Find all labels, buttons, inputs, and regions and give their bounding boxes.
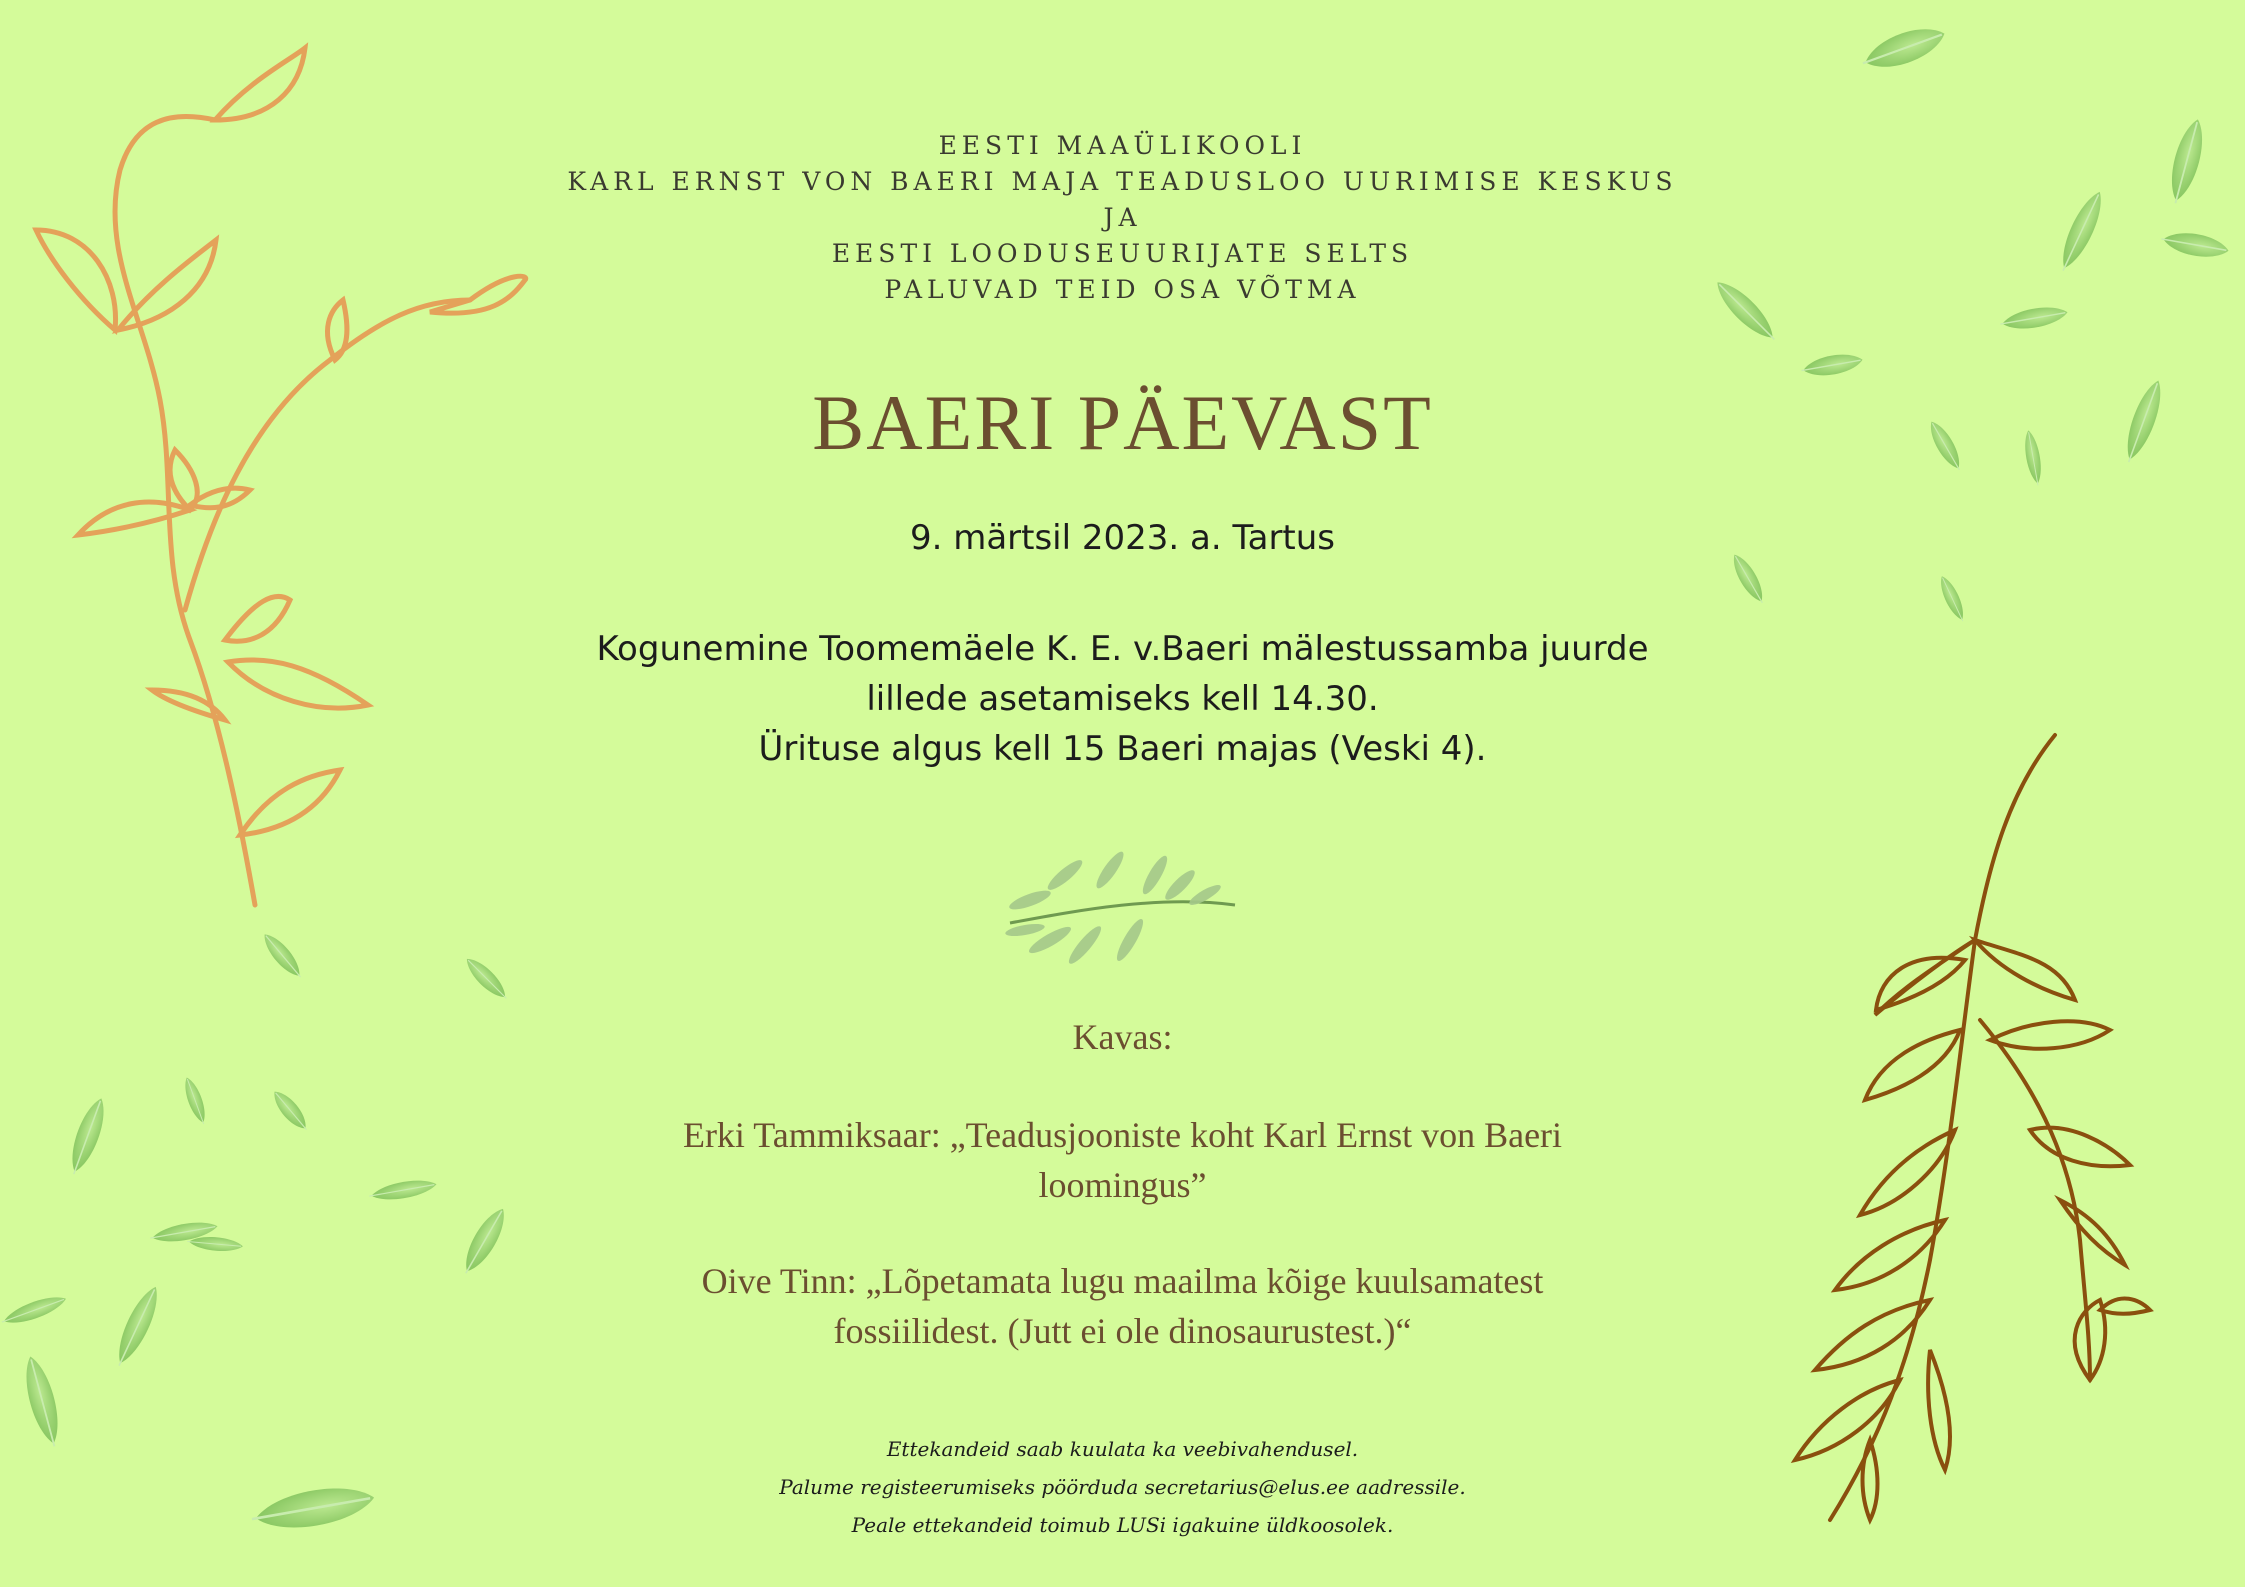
info-line: Kogunemine Toomemäele K. E. v.Baeri mälestussamba juurde [596, 629, 1649, 669]
talk-item [0, 1110, 2245, 1210]
footer-notes [0, 1430, 2245, 1544]
talk-line: Oive Tinn: „Lõpetamata lugu maailma kõige kuulsamatest [701, 1261, 1544, 1301]
event-info [0, 624, 2245, 774]
program-heading: Kavas: [1072, 1017, 1173, 1057]
talk-item [0, 1256, 2245, 1356]
note-line: Peale ettekandeid toimub LUSi igakuine üldkoosolek. [851, 1513, 1394, 1537]
event-title: BAERI PÄEVAST [812, 379, 1433, 466]
header-line: PALUVAD TEID OSA VÕTMA [884, 275, 1361, 304]
note-line: Palume registeerumiseks pöörduda secretarius@elus.ee aadressile. [779, 1475, 1466, 1499]
talk-line: Erki Tammiksaar: „Teadusjooniste koht Karl Ernst von Baeri [682, 1115, 1563, 1155]
organizers-header [0, 128, 2245, 308]
event-date: 9. märtsil 2023. a. Tartus [909, 518, 1336, 558]
talk-line: loomingus” [1038, 1165, 1207, 1205]
info-line: Ürituse algus kell 15 Baeri majas (Veski 4). [758, 729, 1487, 769]
talk-line: fossiilidest. (Jutt ei ole dinosaurustest.)“ [833, 1311, 1412, 1351]
header-line: JA [1103, 203, 1142, 232]
header-line: EESTI LOODUSEUURIJATE SELTS [831, 239, 1414, 268]
info-line: lillede asetamiseks kell 14.30. [866, 679, 1379, 719]
header-line: KARL ERNST VON BAERI MAJA TEADUSLOO UURIMISE KESKUS [567, 167, 1678, 196]
header-line: EESTI MAAÜLIKOOLI [938, 131, 1307, 160]
note-line: Ettekandeid saab kuulata ka veebivahendusel. [886, 1437, 1359, 1461]
